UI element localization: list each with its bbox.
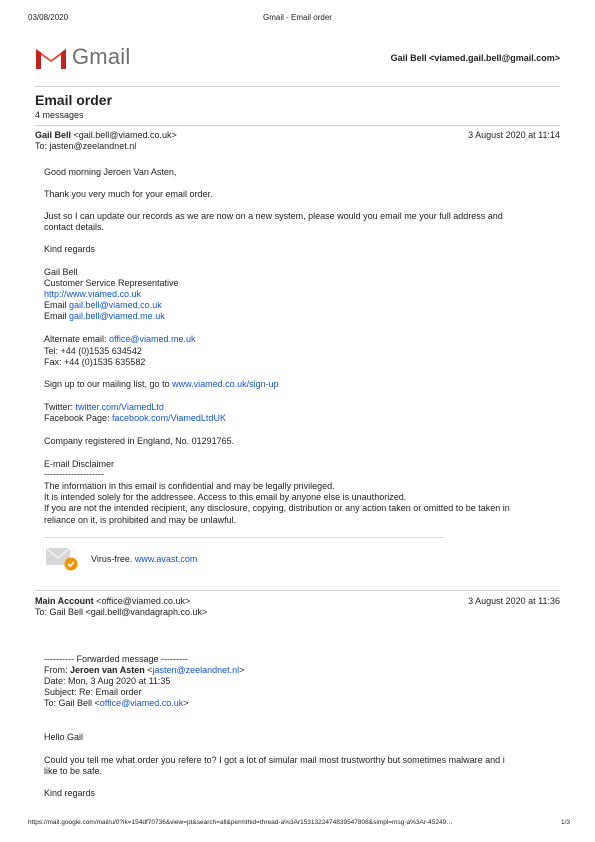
disclaimer-title: E-mail Disclaimer [44,459,115,469]
signature-title: Customer Service Representative [44,278,179,288]
from-bracket-open: < [144,665,153,675]
email-link-1[interactable]: gail.bell@viamed.co.uk [69,300,162,310]
from-email-link[interactable]: jasten@zeelandnet.nl [152,665,240,675]
gmail-wordmark: Gmail [72,44,131,69]
print-title: Gmail - Email order [263,13,332,22]
email-link-2[interactable]: gail.bell@viamed.me.uk [69,311,165,321]
virus-free-notice [91,554,197,565]
disclaimer-line-3: If you are not the intended recipient, any disclosure, copying, distribution or any action taken or omitted to be taken in [44,503,510,513]
alt-email-label: Alternate email: [44,334,110,344]
sender-name: Main Account [35,596,94,606]
thread-subject: Email order [35,92,113,108]
avast-divider [44,537,444,538]
mailing-text: Sign up to our mailing list, go to [44,379,173,389]
greeting: Good morning Jeroen Van Asten, [44,167,177,177]
mailing-list-link[interactable]: www.viamed.co.uk/sign-up [172,379,279,389]
message-count: 4 messages [35,110,84,120]
message1-date: 3 August 2020 at 11:14 [468,130,560,140]
telephone: Tel: +44 (0)1535 634542 [44,346,142,356]
account-label: Gail Bell <viamed.gail.bell@gmail.com> [390,53,560,63]
forwarded-to [44,698,189,709]
from-bracket-close: > [239,665,245,675]
signature-name: Gail Bell [44,267,78,277]
regards-text: Kind regards [44,244,96,254]
facebook-link[interactable]: facebook.com/ViamedLtdUK [112,413,226,423]
forwarded-date: Date: Mon, 3 Aug 2020 at 11:35 [44,676,171,686]
avast-link[interactable]: www.avast.com [134,554,198,564]
page-number: 1/3 [560,819,570,826]
to-label: To: Gail Bell < [44,698,100,708]
company-registration: Company registered in England, No. 01291765. [44,436,235,446]
website-link[interactable]: http://www.viamed.co.uk [44,289,142,299]
message1-recipient: To: jasten@zeelandnet.nl [35,141,137,151]
sender-name: Gail Bell [35,130,72,140]
facebook [44,413,226,424]
thanks-text: Thank you very much for your email order. [44,189,213,199]
request-line-1: Just so I can update our records as we are now on a new system, please would you email me your full address and [44,211,503,221]
disclaimer-rule: -------------------- [44,469,104,479]
forwarded-header: ---------- Forwarded message --------- [44,654,188,664]
message2-sender [35,596,190,607]
disclaimer-line-2: It is intended solely for the addressee. Access to this email by anyone else is unauthorized. [44,492,407,502]
print-date: 03/08/2020 [28,13,69,22]
to-bracket-close: > [183,698,189,708]
to-email-link[interactable]: office@viamed.co.uk [99,698,184,708]
from-name: Jeroen van Asten [70,665,145,675]
mailing-list [44,379,279,390]
divider [35,125,560,126]
question-line-2: like to be safe. [44,766,103,776]
email-label: Email [44,300,70,310]
signature-email-1 [44,300,162,311]
request-line-2: contact details. [44,222,105,232]
divider [35,590,560,591]
message2-date: 3 August 2020 at 11:36 [468,596,560,606]
twitter-link[interactable]: twitter.com/ViamedLtd [75,402,164,412]
hello-text: Hello Gail [44,732,84,742]
avast-mail-icon [44,546,78,572]
signature-email-2 [44,311,165,322]
disclaimer-line-4: reliance on it, is prohibited and may be unlawful. [44,515,237,525]
email-label: Email [44,311,70,321]
gmail-logo [35,44,135,70]
disclaimer-line-1: The information in this email is confidential and may be legally privileged. [44,481,335,491]
message1-sender [35,130,177,141]
alternate-email [44,334,196,345]
message2-recipient: To: Gail Bell <gail.bell@vandagraph.co.uk> [35,607,208,617]
regards-text-2: Kind regards [44,788,96,798]
twitter-label: Twitter: [44,402,76,412]
twitter [44,402,164,413]
virus-free-text: Virus-free. [91,554,135,564]
forwarded-subject: Subject: Re: Email order [44,687,142,697]
facebook-label: Facebook Page: [44,413,113,423]
alt-email-link[interactable]: office@viamed.me.uk [109,334,196,344]
footer-url: https://mail.google.com/mail/u/0?ik=154df70736&view=pt&search=all&permthid=thread-a%3Ar1531322474839547808&simpl=msg-a%3Ar-45249… [28,819,453,826]
question-line-1: Could you tell me what order you refere to? I got a lot of simular mail most trustworthy but sometimes malware and i [44,755,505,765]
sender-email: <gail.bell@viamed.co.uk> [73,130,177,140]
fax: Fax: +44 (0)1535 635582 [44,357,146,367]
sender-email: <office@viamed.co.uk> [96,596,191,606]
from-label: From: [44,665,70,675]
forwarded-from [44,665,244,676]
divider [35,86,560,87]
gmail-envelope-icon [35,46,67,70]
signature-url-link[interactable] [44,289,141,300]
